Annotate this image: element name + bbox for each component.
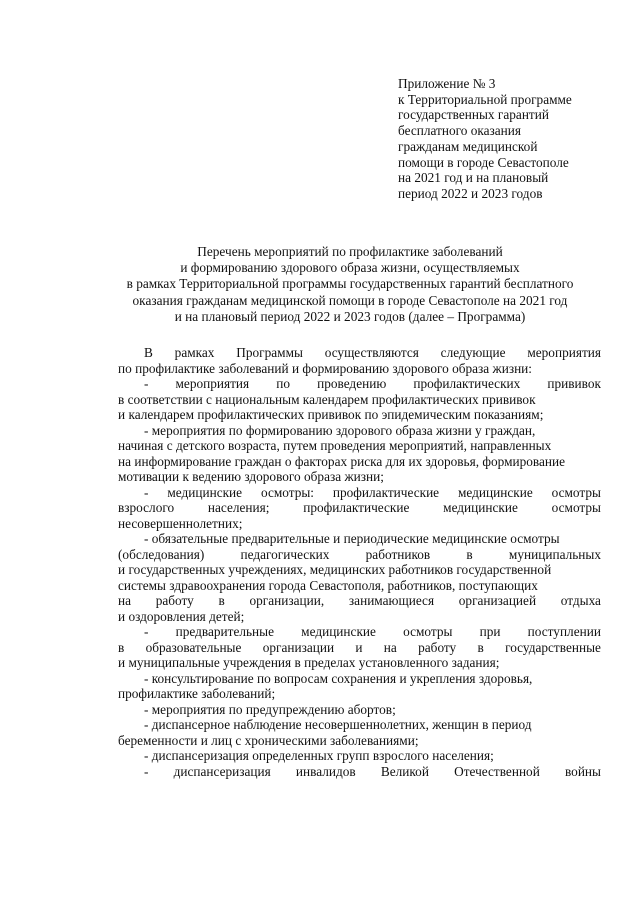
body-line: и муниципальные учреждения в пределах установленного задания; — [118, 655, 500, 670]
appendix-line: государственных гарантий — [398, 107, 549, 123]
body-line: на информирование граждан о факторах риска для их здоровья, формирование — [118, 453, 566, 469]
body-line: - обязательные предварительные и периодические медицинские осмотры — [144, 531, 560, 546]
body-line — [118, 593, 601, 609]
title-line: в рамках Территориальной программы государственных гарантий бесплатного — [126, 276, 574, 292]
body-line: мотивации к ведению здорового образа жизни; — [118, 469, 384, 484]
body-word: в — [466, 546, 473, 562]
body-word: работу — [155, 593, 194, 608]
body-word: мероприятия — [175, 376, 250, 391]
body-word: по — [276, 376, 291, 391]
body-line: - диспансерное наблюдение несовершеннолетних, женщин в период — [144, 717, 532, 732]
body-word: работу — [418, 639, 457, 655]
body-word: занимающиеся — [348, 593, 435, 608]
body-word: Программы — [236, 345, 303, 360]
body-word: медицинские — [301, 624, 376, 639]
body-word: осмотры: — [260, 484, 314, 500]
body-word: войны — [564, 763, 601, 779]
body-word: мероприятия — [527, 345, 601, 360]
body-line: беременности и лиц с хроническими заболеваниями; — [118, 732, 419, 748]
body-word: - — [144, 484, 149, 500]
appendix-line: гражданам медицинской — [398, 138, 538, 154]
body-word: - — [144, 376, 149, 391]
body-line — [118, 500, 601, 516]
body-word: при — [479, 624, 501, 639]
body-line: профилактике заболеваний; — [118, 686, 276, 701]
body-word: организации, — [249, 593, 325, 608]
body-word: медицинские — [457, 484, 533, 500]
body-word: организацией — [458, 593, 537, 608]
body-line — [118, 345, 601, 361]
body-line: и государственных учреждениях, медицинских работников государственной — [118, 562, 552, 577]
body-word: поступлении — [527, 624, 601, 639]
body-word: населения; — [207, 500, 270, 515]
body-word: В — [144, 345, 153, 360]
body-line: и оздоровления детей; — [118, 608, 245, 624]
body-line — [118, 547, 601, 563]
body-word: (обследования) — [118, 546, 205, 562]
body-line: - консультирование по вопросам сохранения и укрепления здоровья, — [144, 670, 533, 686]
body-word: работников — [365, 546, 431, 562]
title-line: Перечень мероприятий по профилактике заболеваний — [197, 244, 503, 259]
body-line — [118, 485, 601, 501]
body-word: диспансеризация — [173, 763, 271, 779]
body-line — [118, 624, 601, 640]
appendix-header — [398, 76, 618, 202]
body-line — [118, 764, 601, 780]
document-body — [118, 345, 601, 779]
appendix-line: бесплатного оказания — [398, 123, 522, 139]
body-word: прививок — [547, 376, 601, 391]
title-line: и формированию здорового образа жизни, осуществляемых — [180, 260, 520, 276]
body-word: на — [383, 639, 397, 655]
body-word: муниципальных — [508, 546, 601, 562]
body-word: государственные — [505, 639, 601, 655]
body-word: и — [355, 639, 363, 655]
body-word: профилактических — [413, 376, 521, 391]
body-word: осуществляются — [324, 345, 419, 360]
document-title — [80, 244, 620, 325]
body-word: осмотры — [403, 624, 453, 639]
body-line: начиная с детского возраста, путем проведения мероприятий, направленных — [118, 438, 552, 453]
body-line: - мероприятия по формированию здорового образа жизни у граждан, — [144, 422, 536, 438]
body-word: организации — [262, 639, 335, 655]
body-word: образовательные — [145, 639, 242, 655]
body-word: в — [218, 593, 225, 608]
body-word: на — [118, 593, 132, 608]
body-word: - — [144, 624, 149, 639]
body-line — [118, 376, 601, 392]
body-word: Великой — [380, 763, 429, 779]
appendix-line: к Территориальной программе — [398, 91, 572, 107]
body-word: в — [477, 639, 484, 655]
appendix-line: период 2022 и 2023 годов — [398, 185, 543, 201]
body-line: несовершеннолетних; — [118, 515, 243, 531]
appendix-line: Приложение № 3 — [398, 76, 496, 91]
body-line: - мероприятия по предупреждению абортов; — [144, 701, 396, 717]
body-word: предварительные — [175, 624, 274, 639]
body-word: - — [144, 763, 149, 779]
body-word: рамках — [174, 345, 215, 360]
body-word: Отечественной — [454, 763, 540, 779]
appendix-line: помощи в городе Севастополе — [398, 154, 569, 170]
body-line: - диспансеризация определенных групп взрослого населения; — [144, 748, 494, 763]
body-word: медицинские — [167, 484, 243, 500]
body-line — [118, 640, 601, 656]
body-line: в соответствии с национальным календарем профилактических прививок — [118, 391, 536, 407]
body-line: системы здравоохранения города Севастополя, работников, поступающих — [118, 577, 538, 593]
body-word: осмотры — [551, 500, 601, 515]
body-line: по профилактике заболеваний и формированию здорового образа жизни: — [118, 360, 532, 376]
body-word: медицинские — [443, 500, 518, 515]
body-word: проведению — [317, 376, 387, 391]
body-word: следующие — [440, 345, 506, 360]
body-word: инвалидов — [295, 763, 356, 779]
title-line: оказания гражданам медицинской помощи в городе Севастополе на 2021 год — [132, 292, 568, 308]
body-line: и календарем профилактических прививок по эпидемическим показаниям; — [118, 407, 544, 422]
body-word: отдыха — [560, 593, 601, 608]
body-word: педагогических — [240, 546, 330, 562]
body-word: профилактические — [332, 484, 440, 500]
appendix-line: на 2021 год и на плановый — [398, 170, 549, 186]
body-word: осмотры — [551, 484, 601, 500]
title-line: и на плановый период 2022 и 2023 годов (далее – Программа) — [174, 308, 526, 324]
body-word: взрослого — [118, 500, 175, 515]
body-word: профилактические — [303, 500, 410, 515]
body-word: в — [118, 639, 125, 655]
